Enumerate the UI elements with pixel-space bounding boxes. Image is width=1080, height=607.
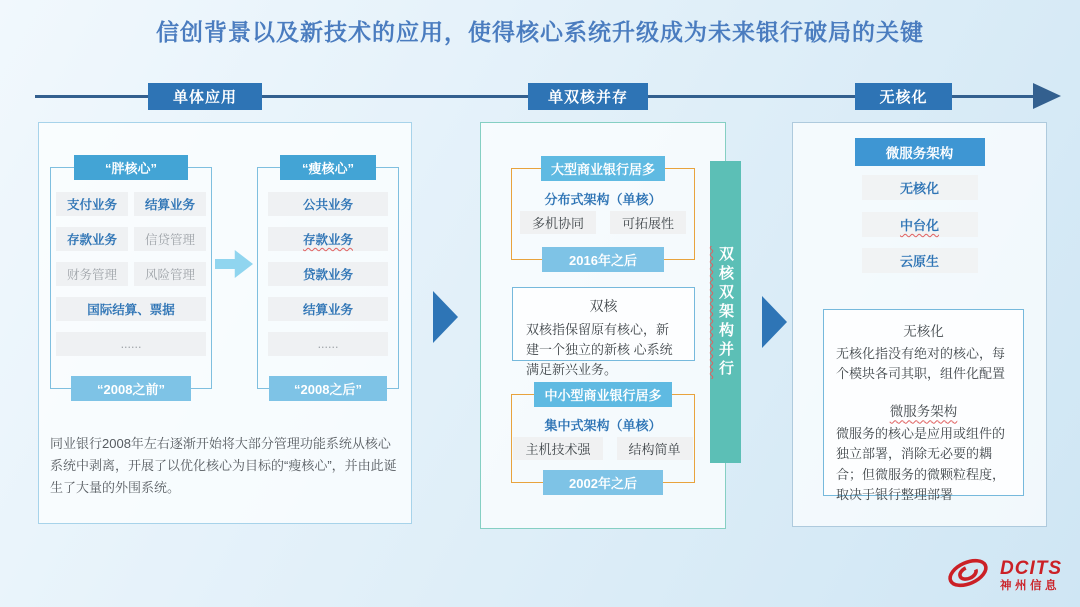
arrow-middle-to-right-icon	[762, 296, 787, 348]
right-panel-coreless-era	[792, 122, 1047, 527]
microservice-title: 微服务架构	[889, 404, 958, 420]
right-block-arrow-icon	[215, 250, 253, 278]
list-item: 公共业务	[268, 192, 388, 216]
thin-core-items	[263, 192, 393, 356]
logo-text	[1000, 559, 1062, 593]
coreless-detail-box	[823, 309, 1024, 502]
list-item: 贷款业务	[268, 262, 388, 286]
tag: 多机协同	[520, 211, 596, 234]
list-item: ......	[268, 332, 388, 356]
list-item: ......	[56, 332, 206, 356]
small-banks-header: 中小型商业银行居多	[534, 382, 672, 407]
coreless-title: 无核化	[903, 324, 944, 339]
large-banks-footer: 2016年之后	[542, 247, 664, 272]
tag: 可拓展性	[610, 211, 686, 234]
list-item: 支付业务	[56, 192, 128, 216]
pill-coreless: 无核化	[862, 175, 978, 200]
timeline-stage-coreless: 无核化	[855, 83, 952, 110]
distributed-arch-label: 分布式架构（单核）	[544, 192, 662, 207]
logo-company: 神州信息	[1000, 579, 1060, 592]
tag: 结构简单	[617, 437, 693, 460]
left-panel-monolith-era	[38, 122, 412, 524]
thin-core-footer: “2008之后”	[269, 376, 387, 401]
middle-panel-dual-core-era	[480, 122, 726, 529]
small-banks-box	[511, 388, 695, 491]
list-item: 存款业务	[268, 227, 388, 251]
thin-core-header: “瘦核心”	[280, 155, 376, 180]
large-banks-box	[511, 162, 695, 268]
centralized-arch-label: 集中式架构（单核）	[544, 418, 662, 433]
list-item: 存款业务	[56, 227, 128, 251]
list-item: 信贷管理	[134, 227, 206, 251]
microservice-body: 微服务的核心是应用或组件的独立部署，消除无必要的耦合；但微服务的微颗粒程度，取决于银行整理部署	[836, 426, 1006, 502]
fat-core-header: “胖核心”	[74, 155, 188, 180]
list-item: 财务管理	[56, 262, 128, 286]
dcits-logo	[942, 552, 1062, 599]
dual-core-dual-arch-bar	[710, 161, 741, 463]
list-item: 风险管理	[134, 262, 206, 286]
fat-core-items	[56, 192, 206, 356]
large-banks-header: 大型商业银行居多	[541, 156, 665, 181]
thin-core-column	[257, 161, 399, 397]
coreless-body: 无核化指没有绝对的核心，每个模块各司其职，组件化配置	[836, 346, 1006, 382]
dual-core-title: 双核	[589, 298, 618, 314]
timeline-stage-dual-core: 单双核并存	[528, 83, 648, 110]
dual-core-definition-box	[512, 287, 695, 378]
large-banks-tags	[512, 211, 694, 234]
small-banks-tags	[512, 437, 694, 460]
dcits-swoosh-icon	[942, 552, 994, 599]
tag: 主机技术强	[513, 437, 602, 460]
slide-title: 信创背景以及新技术的应用，使得核心系统升级成为未来银行破局的关键	[156, 19, 924, 45]
timeline-arrowhead-icon	[1033, 83, 1061, 109]
small-banks-footer: 2002年之后	[543, 470, 663, 495]
pill-middle-platform: 中台化	[862, 212, 978, 237]
list-item: 结算业务	[268, 297, 388, 321]
pill-cloud-native: 云原生	[862, 248, 978, 273]
timeline-stage-monolith: 单体应用	[148, 83, 262, 110]
list-item: 结算业务	[134, 192, 206, 216]
fat-core-column	[50, 161, 212, 397]
list-item: 国际结算、票据	[56, 297, 206, 321]
fat-core-footer: “2008之前”	[71, 376, 191, 401]
dual-core-body: 双核指保留原有核心，新建一个独立的新核 心系统满足新兴业务。	[526, 322, 673, 378]
arrow-left-to-middle-icon	[433, 291, 458, 343]
logo-brand: DCITS	[1000, 557, 1062, 579]
microservice-arch-header: 微服务架构	[855, 138, 985, 166]
left-panel-note: 同业银行2008年左右逐渐开始将大部分管理功能系统从核心系统中剥离，开展了以优化核心为目标的“瘦核心”，并由此诞生了大量的外围系统。	[50, 436, 397, 496]
dual-core-dual-arch-label: 双核双架构并行	[717, 245, 734, 379]
